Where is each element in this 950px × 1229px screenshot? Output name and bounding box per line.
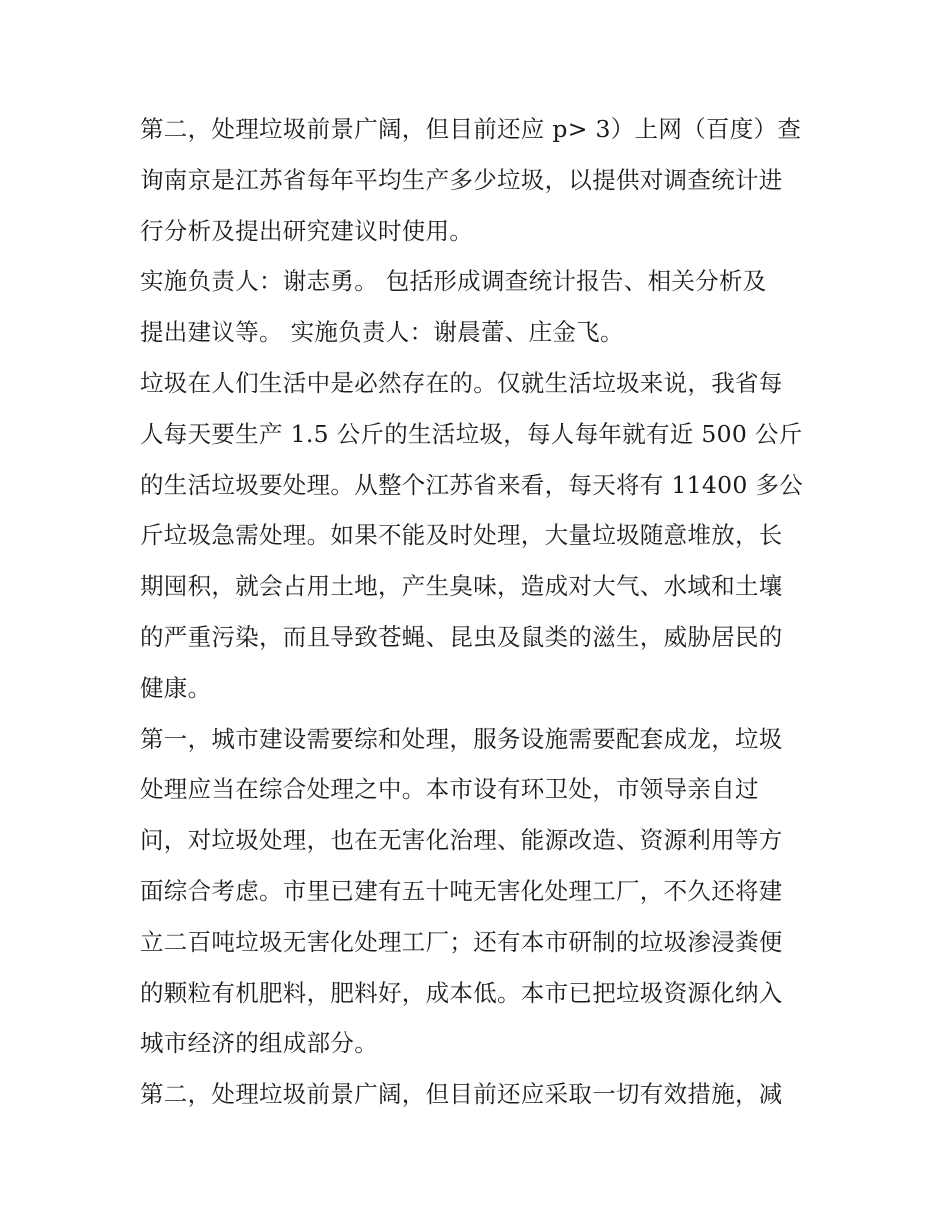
text-line: 处理应当在综合处理之中。本市设有环卫处，市领导亲自过	[140, 775, 759, 804]
document-body	[140, 104, 812, 1120]
text-line: 询南京是江苏省每年平均生产多少垃圾，以提供对调查统计进	[140, 165, 783, 194]
text-line: 的颗粒有机肥料，肥料好，成本低。本市已把垃圾资源化纳入	[140, 978, 783, 1007]
text-line: 的严重污染，而且导致苍蝇、昆虫及鼠类的滋生，威胁居民的	[140, 622, 783, 651]
text-line: 人每天要生产 1.5 公斤的生活垃圾，每人每年就有近 500 公斤	[140, 419, 803, 448]
text-line: 提出建议等。 实施负责人：谢晨蕾、庄金飞。	[140, 318, 624, 347]
text-line: 面综合考虑。市里已建有五十吨无害化处理工厂，不久还将建	[140, 876, 783, 905]
text-line: 问，对垃圾处理，也在无害化治理、能源改造、资源利用等方	[140, 826, 783, 855]
text-line: 期囤积，就会占用土地，产生臭味，造成对大气、水域和土壤	[140, 572, 783, 601]
text-line: 斤垃圾急需处理。如果不能及时处理，大量垃圾随意堆放，长	[140, 521, 783, 550]
text-line: 第二，处理垃圾前景广阔，但目前还应采取一切有效措施，减	[140, 1080, 783, 1109]
text-line: 第一，城市建设需要综和处理，服务设施需要配套成龙，垃圾	[140, 724, 783, 753]
text-line: 行分析及提出研究建议时使用。	[140, 216, 474, 245]
text-line: 第二，处理垃圾前景广阔，但目前还应 p> 3）上网（百度）查	[140, 115, 802, 143]
text-line: 垃圾在人们生活中是必然存在的。仅就生活垃圾来说，我省每	[140, 368, 783, 397]
text-line: 实施负责人：谢志勇。 包括形成调查统计报告、相关分析及	[140, 267, 767, 296]
text-line: 的生活垃圾要处理。从整个江苏省来看，每天将有 11400 多公	[140, 470, 803, 499]
text-line: 城市经济的组成部分。	[140, 1029, 378, 1058]
text-line: 健康。	[140, 673, 212, 702]
text-line: 立二百吨垃圾无害化处理工厂；还有本市研制的垃圾渗浸粪便	[140, 927, 783, 956]
